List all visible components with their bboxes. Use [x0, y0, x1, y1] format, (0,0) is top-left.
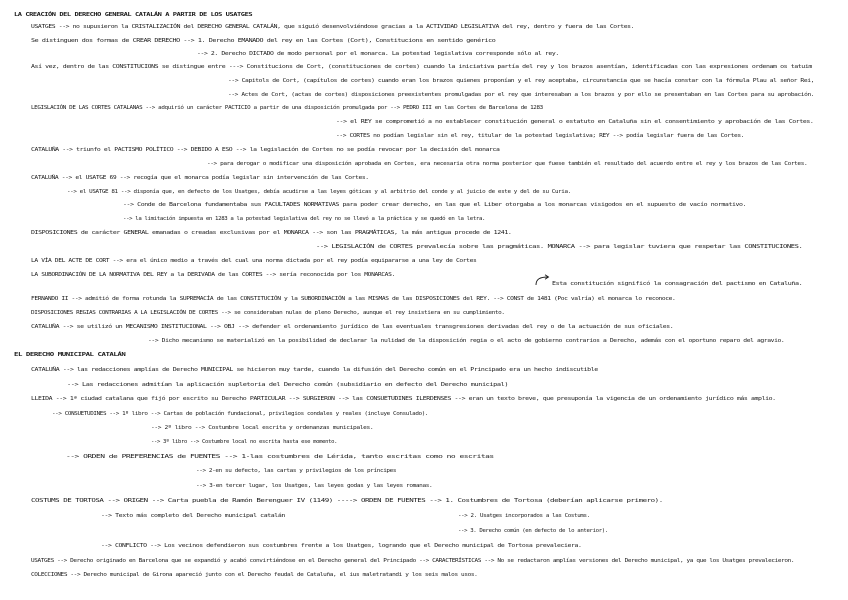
note-line: DISPOSICIONES REGIAS CONTRARIAS A LA LEGISLACIÓN DE CORTES --> se consideraban nulas de pleno Derecho, aunque el rey insistiera en su cumplimiento.: [31, 310, 505, 316]
curved-arrow-right-icon: [535, 274, 551, 286]
note-line: --> 3-en tercer lugar, los Usatges, las leyes godas y las leyes romanas.: [196, 483, 433, 489]
note-line: LA VÍA DEL ACTE DE CORT --> era el único medio a través del cual una norma dictada por el rey podía equipararse a una ley de Cortes: [31, 258, 477, 264]
note-line: --> ORDEN de PREFERENCIAS de FUENTES --> 1-las costumbres de Lérida, tanto escritas como no escritas: [66, 454, 494, 460]
note-line: LEGISLACIÓN DE LAS CORTES CATALANAS --> adquirió un carácter PACTICIO a partir de una disposición promulgada por --> PEDRO III en las Cortes de Barcelona de 1283: [31, 105, 543, 111]
note-line: LA SUBORDINACIÓN DE LA NORMATIVA DEL REY a la DERIVADA de las CORTES --> sería reconocida por los MONARCAS.: [31, 272, 395, 278]
note-line: Así vez, dentro de las CONSTITUCIONS se distingue entre ---> Constitucions de Cort, (constituciones de cortes) cuando la iniciativa partía del rey y los brazos asentían, identificadas con las expresiones ordenam os tatuim: [31, 64, 812, 70]
note-line: CATALUÑA --> se utilizó un MECANISMO INSTITUCIONAL --> OBJ --> defender el ordenamiento jurídico de las eventuales transgresiones derivadas del rey o de la actuación de sus oficiales.: [31, 324, 674, 330]
note-line: CATALUÑA --> el USATGE 69 --> recogía que el monarca podía legislar sin intervención de las Cortes.: [31, 175, 369, 181]
note-line: --> LEGISLACIÓN de CORTES prevalecía sobre las pragmáticas. MONARCA --> para legislar tuviera que respetar las CONSTITUCIONES.: [316, 244, 803, 250]
note-line: --> 2º libro --> Costumbre local escrita y ordenanzas municipales.: [151, 425, 374, 431]
note-line: --> 2. Derecho DICTADO de modo personal por el monarca. La potestad legislativa corresponde sólo al rey.: [197, 51, 559, 57]
note-line: --> Texto más completo del Derecho municipal catalán: [101, 513, 285, 519]
note-line: --> el USATGE 81 --> disponía que, en defecto de los Usatges, debía acudirse a las leyes góticas y al arbitrio del conde y al juicio de este y del de su Curia.: [67, 189, 571, 195]
note-line: USATGES --> Derecho originado en Barcelona que se expandió y acabó convirtiéndose en el Derecho general del Principado --> CARACTERÍSTICAS --> No se redactaron amplías versiones del Derecho municipal, ya que los Usatges prevalecieron.: [31, 558, 795, 564]
note-line: DISPOSICIONES de carácter GENERAL emanadas o creadas exclusivas por el MONARCA --> son las PRAGMÁTICAS, la más antigua procede de 1241.: [31, 230, 512, 236]
note-line: COLECCIONES --> Derecho municipal de Girona apareció junto con el Derecho feudal de Cataluña, el ius maletratandi y los seis malos usos.: [31, 572, 478, 578]
note-line: Esta constitución significó la consagración del pactismo en Cataluña.: [552, 281, 803, 287]
note-line: --> la limitación impuesta en 1283 a la potestad legislativa del rey no se llevó a la práctica y se quedó en la letra.: [123, 216, 486, 222]
note-line: --> el REY se comprometió a no establecer constitución general o estatuto en Cataluña sin el consentimiento y aprobación de las Cortes.: [336, 119, 814, 125]
note-line: --> Las redacciones admitían la aplicación supletoria del Derecho común (subsidiario en defecto del Derecho municipal): [67, 382, 509, 388]
heading-derecho-general: LA CREACIÓN DEL DERECHO GENERAL CATALÁN A PARTIR DE LOS USATGES: [14, 12, 253, 18]
note-line: --> 2. Usatges incorporados a las Costums.: [458, 513, 590, 519]
note-line: --> 2-en su defecto, las cartas y privilegios de los príncipes: [196, 468, 397, 474]
note-line: --> CONFLICTO --> Los vecinos defendieron sus costumbres frente a los Usatges, logrando que el Derecho municipal de Tortosa prevaleciera.: [101, 543, 582, 549]
note-line: --> Actes de Cort, (actas de cortes) disposiciones preexistentes promulgadas por el rey que interesaban a los brazos y por ello se presentaban en las Cortes para su aprobación.: [228, 92, 815, 98]
note-line: --> 3º libro --> Costumbre local no escrita hasta ese momento.: [151, 439, 338, 445]
note-line: USATGES --> no supusieron la CRISTALIZACIÓN del DERECHO GENERAL CATALÁN, que siguió desenvolviéndose gracias a la ACTIVIDAD LEGISLATIVA del rey, dentro y fuera de las Cortes.: [31, 24, 635, 30]
note-line: --> Conde de Barcelona fundamentaba sus FACULTADES NORMATIVAS para poder crear derecho, en las que el Liber otorgaba a los monarcas visigodos en el supuesto de vacío normativo.: [123, 202, 747, 208]
note-line: COSTUMS DE TORTOSA --> ORIGEN --> Carta puebla de Ramón Berenguer IV (1149) ----> ORDEN DE FUENTES --> 1. Costumbres de Tortosa (deberían aplicarse primero).: [31, 498, 663, 504]
note-line: CATALUÑA --> las redacciones amplías de Derecho MUNICIPAL se hicieron muy tarde, cuando la difusión del Derecho común en el Principado era un hecho indiscutible: [31, 367, 598, 373]
note-line: --> CORTES no podían legislar sin el rey, titular de la potestad legislativa; REY --> podía legislar fuera de las Cortes.: [336, 133, 745, 139]
note-line: --> Capitols de Cort, (capítulos de cortes) cuando eran los brazos quienes proponían y el rey aceptaba, circunstancia que se hacía constar con la fórmula Plau al señor Rei,: [228, 78, 815, 84]
note-line: CATALUÑA --> triunfo el PACTISMO POLÍTICO --> DEBIDO A ESO --> la legislación de Cortes no se podía revocar por la decisión del monarca: [31, 147, 500, 153]
note-line: --> 3. Derecho común (en defecto de lo anterior).: [458, 528, 608, 534]
note-line: FERNANDO II --> admitió de forma rotunda la SUPREMACÍA de las CONSTITUCIÓN y la SUBORDINACIÓN a las MISMAS de las DISPOSICIONES del REY. --> CONST de 1481 (Poc valría) el monarca lo reconoce.: [31, 296, 676, 302]
note-line: LLEIDA --> 1ª ciudad catalana que fijó por escrito su Derecho PARTICULAR --> SURGIERON --> las CONSUETUDINES ILERDENSES --> eran un texto breve, que presuponía la vigencia de un ordenamiento jurídico más amplio.: [31, 396, 776, 402]
note-line: --> Dicho mecanismo se materializó en la posibilidad de declarar la nulidad de la disposición regia o el acto de gobierno contrarios a Derecho, además con el oportuno reparo del agravio.: [148, 338, 785, 344]
note-line: --> CONSUETUDINES --> 1º libro --> Cartas de población fundacional, privilegios condales y reales (incluye Consulado).: [52, 411, 429, 417]
note-line: --> para derogar o modificar una disposición aprobada en Cortes, era necesaria otra norma posterior que fuese también el resultado del acuerdo entre el rey y los brazos de las Cortes.: [207, 161, 808, 167]
note-line: Se distinguen dos formas de CREAR DERECHO --> 1. Derecho EMANADO del rey en las Cortes (Cort), Constitucions en sentido genérico: [31, 38, 496, 44]
heading-derecho-municipal: EL DERECHO MUNICIPAL CATALÁN: [14, 352, 126, 358]
